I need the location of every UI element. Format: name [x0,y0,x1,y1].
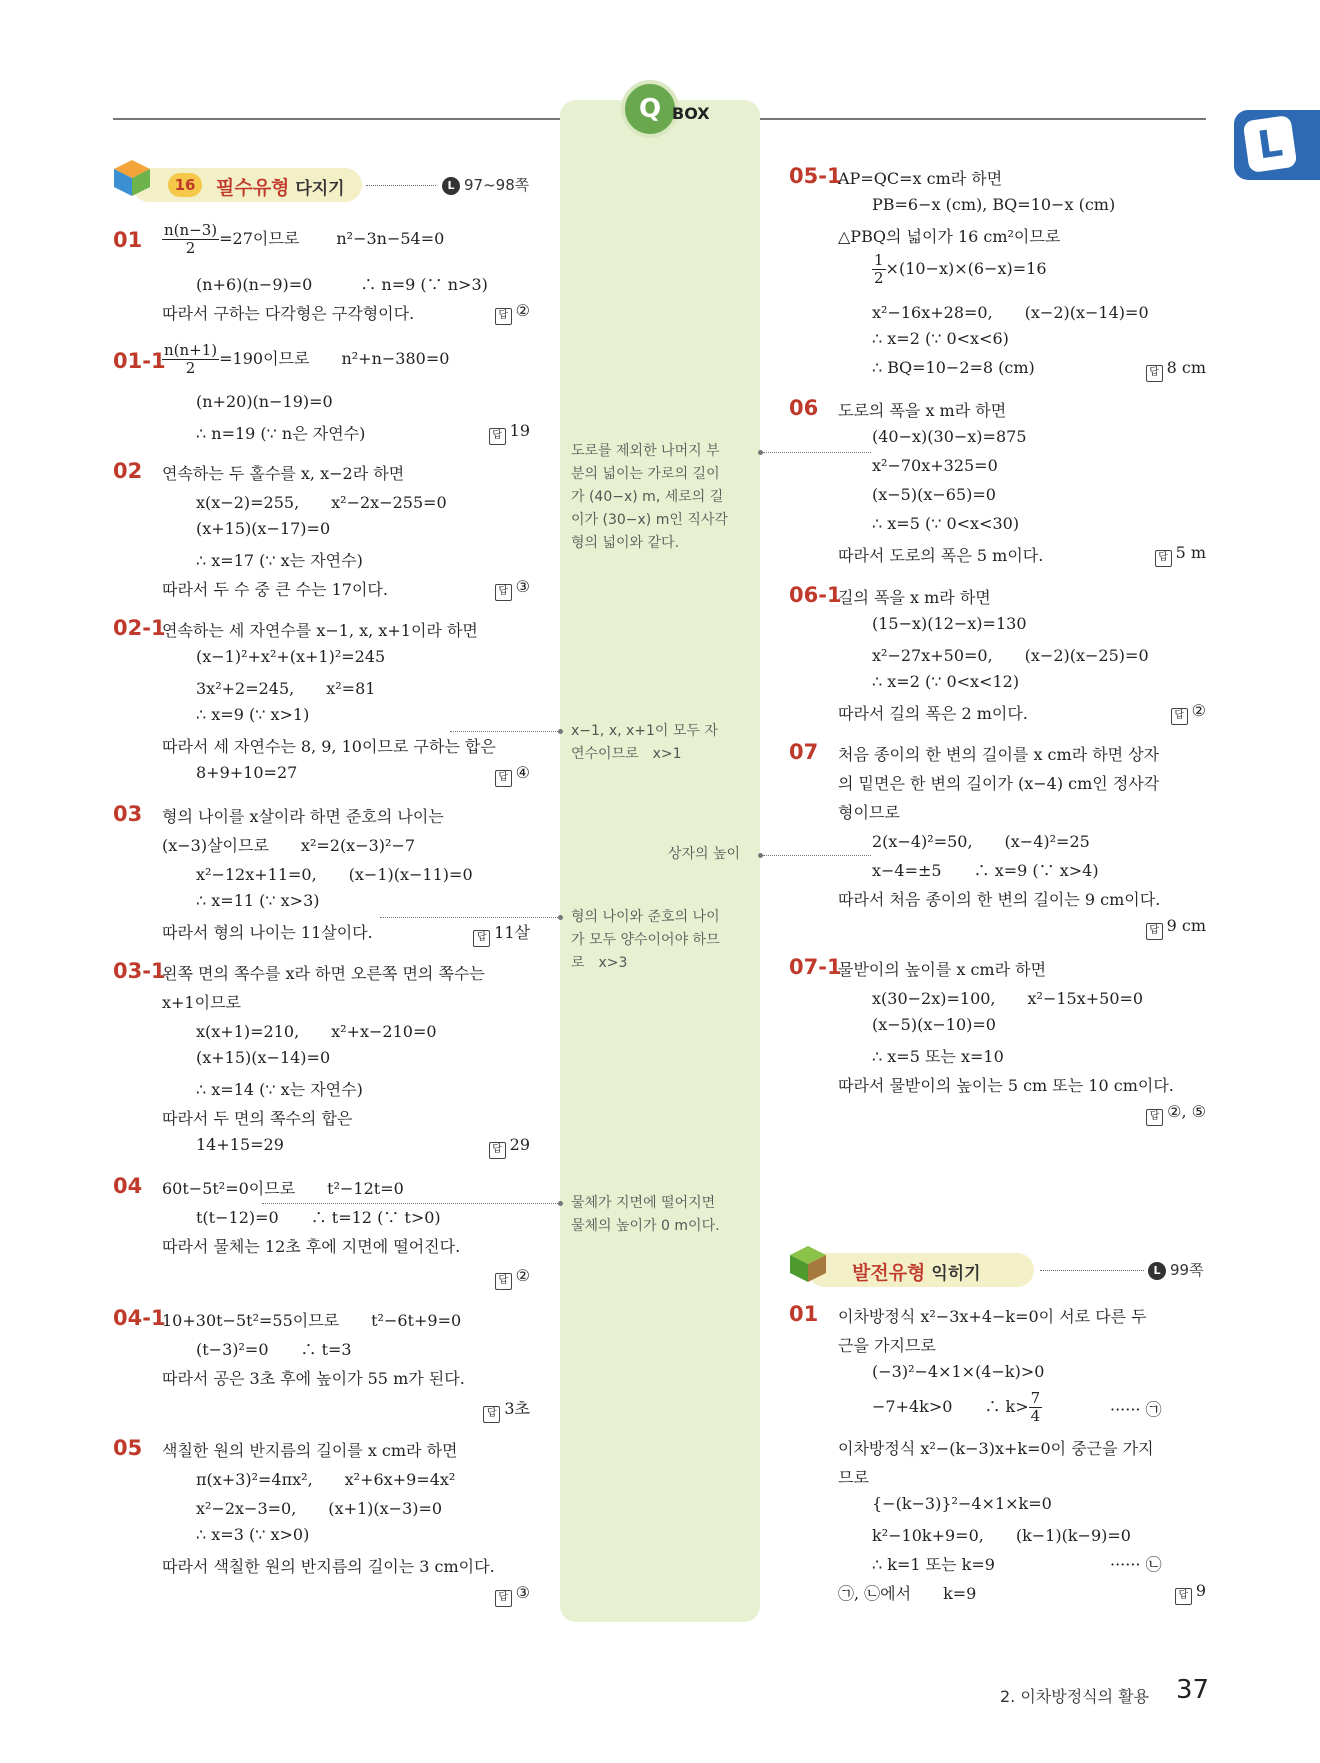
solution-line: 따라서 두 수 중 큰 수는 17이다. [162,580,388,599]
solution-line: 따라서 길의 폭은 2 m이다. [838,704,1028,723]
problem-number: 01 [113,228,143,252]
connector-line [763,452,871,453]
solution-line: 연속하는 두 홀수를 x, x−2라 하면 [162,464,405,483]
solution-line: (15−x)(12−x)=130 [872,614,1027,633]
answer-icon: 답 [483,1406,500,1423]
solution-line: 따라서 물체는 12초 후에 지면에 떨어진다. [162,1237,461,1256]
problem-number: 01-1 [113,349,166,373]
connector-line [380,917,558,918]
answer-badge [1155,543,1206,567]
section-number: 16 [168,173,202,197]
solution-line: (x−1)²+x²+(x+1)²=245 [196,647,386,666]
solution-line: (x+15)(x−17)=0 [196,519,331,538]
answer-value: 9 [1195,1581,1206,1600]
solution-line: ∴ n=19 (∵ n은 자연수) [196,424,366,443]
problem-number: 05 [113,1436,143,1460]
fraction-tail: =190이므로 n²+n−380=0 [219,349,450,368]
answer-badge [1175,1581,1206,1605]
solution-line: ∴ x=5 또는 x=10 [872,1047,1004,1066]
solution-line: 60t−5t²=0이므로 t²−12t=0 [162,1179,404,1198]
answer-icon: 답 [1155,550,1172,567]
answer-badge [1171,701,1206,725]
solution-line: 2(x−4)²=50, (x−4)²=25 [872,832,1090,851]
solution-line: 따라서 처음 종이의 한 변의 길이는 9 cm이다. [838,890,1161,909]
answer-value: ② [515,1266,530,1285]
solution-line [162,222,444,257]
answer-icon: 답 [1146,365,1163,382]
solution-line: (x−3)살이므로 x²=2(x−3)²−7 [162,836,416,855]
solution-line: 따라서 세 자연수는 8, 9, 10이므로 구하는 합은 [162,737,496,756]
problem-number: 07 [789,740,819,764]
answer-badge [1146,358,1206,382]
section-dotline [366,185,436,186]
solution-line: {−(k−3)}²−4×1×k=0 [872,1494,1052,1513]
answer-badge [495,1583,530,1607]
chapter-tab [1234,110,1320,180]
fraction [872,252,886,287]
solution-line: PB=6−x (cm), BQ=10−x (cm) [872,195,1116,214]
solution-line [872,1390,1042,1425]
solution-line: 이차방정식 x²−(k−3)x+k=0이 중근을 가지 [838,1439,1154,1458]
answer-value: 29 [509,1135,530,1154]
solution-line: 처음 종이의 한 변의 길이를 x cm라 하면 상자 [838,745,1160,764]
solution-line: 형의 나이를 x살이라 하면 준호의 나이는 [162,807,444,826]
solution-line: 따라서 구하는 다각형은 구각형이다. [162,304,415,323]
answer-icon: 답 [495,1273,512,1290]
fraction-tail: =27이므로 n²−3n−54=0 [219,229,445,248]
solution-line: ∴ x=3 (∵ x>0) [196,1525,310,1544]
solution-line: t(t−12)=0 ∴ t=12 (∵ t>0) [196,1208,441,1227]
answer-icon: 답 [489,1142,506,1159]
solution-line: ∴ x=2 (∵ 0<x<12) [872,672,1020,691]
solution-line: ∴ x=5 (∵ 0<x<30) [872,514,1020,533]
connector-line [450,731,558,732]
section-dotline [1040,1270,1144,1271]
solution-line: 따라서 형의 나이는 11살이다. [162,923,373,942]
qbox-q-icon: Q [621,80,679,138]
fraction-numerator: n(n−3) [164,221,218,239]
answer-icon: 답 [495,584,512,601]
answer-value: ② [1191,701,1206,720]
section-title [216,173,345,200]
fraction-denominator: 4 [1030,1407,1041,1425]
fraction-numerator: 7 [1030,1389,1041,1407]
problem-number: 03 [113,802,143,826]
solution-line: 14+15=29 [196,1135,284,1154]
answer-badge [473,920,530,947]
solution-line: (−3)²−4×1×(4−k)>0 [872,1362,1045,1381]
cube-icon [112,158,152,198]
solution-line: 따라서 색칠한 원의 반지름의 길이는 3 cm이다. [162,1557,495,1576]
solution-line: 근을 가지므로 [838,1336,936,1355]
answer-value: ④ [515,763,530,782]
solution-line: 형이므로 [838,803,900,822]
section-title-rest: 익히기 [925,1264,981,1284]
solution-line: x²−16x+28=0, (x−2)(x−14)=0 [872,303,1149,322]
answer-value: 9 cm [1166,916,1206,935]
solution-line: 연속하는 세 자연수를 x−1, x, x+1이라 하면 [162,621,478,640]
problem-number: 04 [113,1174,143,1198]
answer-icon: 답 [1171,708,1188,725]
answer-value: 3초 [504,1399,530,1418]
qbox-note: x−1, x, x+1이 모두 자 연수이므로 x>1 [571,723,718,762]
solution-line: ∴ x=11 (∵ x>3) [196,891,320,910]
top-rule-left [113,118,560,120]
answer-value: ②, ⑤ [1167,1102,1206,1121]
problem-number: 05-1 [789,164,842,188]
solution-line [162,342,449,377]
problem-number: 02 [113,459,143,483]
solution-line: x²−2x−3=0, (x+1)(x−3)=0 [196,1499,443,1518]
l-tab-icon: L [1243,115,1298,173]
solution-line: 8+9+10=27 [196,763,298,782]
connector-dot [558,729,563,734]
connector-dot [558,915,563,920]
answer-value: ③ [515,1583,530,1602]
connector-dot [558,1201,563,1206]
qbox-note: 도로를 제외한 나머지 부 분의 넓이는 가로의 길이 가 (40−x) m, 세로의 길 이가 (30−x) m인 직사각 형의 넓이와 같다. [571,443,728,551]
fraction-denominator: 2 [185,239,196,257]
cube-icon [788,1244,828,1284]
answer-value: 8 cm [1166,358,1206,377]
answer-value: ② [515,301,530,320]
answer-badge [495,301,530,325]
answer-icon: 답 [1146,1109,1163,1126]
solution-line: 따라서 물받이의 높이는 5 cm 또는 10 cm이다. [838,1076,1174,1095]
answer-value: 19 [509,421,530,440]
solution-line: (n+20)(n−19)=0 [196,392,333,411]
equation-marker: ······ ㉡ [1110,1555,1162,1574]
qbox-label: BOX [672,104,710,123]
problem-number: 07-1 [789,955,842,979]
fraction [1029,1390,1043,1425]
fraction-numerator: 1 [874,251,884,269]
solution-line: k²−10k+9=0, (k−1)(k−9)=0 [872,1526,1131,1545]
answer-badge [495,763,530,787]
solution-line: x²−12x+11=0, (x−1)(x−11)=0 [196,865,473,884]
solution-line: x(x−2)=255, x²−2x−255=0 [196,493,447,512]
solution-line: x²−70x+325=0 [872,456,998,475]
l-circle-icon: L [442,177,460,195]
solution-line: ∴ x=17 (∵ x는 자연수) [196,551,363,570]
chapter-footer: 2. 이차방정식의 활용 [1000,1687,1150,1706]
problem-number: 06 [789,396,819,420]
solution-line: x−4=±5 ∴ x=9 (∵ x>4) [872,861,1099,880]
solution-line: (x−5)(x−10)=0 [872,1015,996,1034]
problem-number: 06-1 [789,583,842,607]
solution-line: 의 밑면은 한 변의 길이가 (x−4) cm인 정사각 [838,774,1160,793]
qbox-note: 형의 나이와 준호의 나이 가 모두 양수이어야 하므 로 x>3 [571,909,720,971]
answer-badge [483,1396,530,1423]
solution-line: 따라서 두 면의 쪽수의 합은 [162,1109,353,1128]
answer-badge [495,577,530,601]
fraction [162,222,219,257]
answer-icon: 답 [495,308,512,325]
fraction-numerator: n(n+1) [164,341,218,359]
fraction-denominator: 2 [874,269,884,287]
solution-line: AP=QC=x cm라 하면 [838,169,1003,188]
answer-icon: 답 [495,770,512,787]
connector-line [262,1203,558,1204]
answer-icon: 답 [1175,1588,1192,1605]
answer-icon: 답 [473,930,490,947]
section-title [852,1258,981,1285]
solution-line: 10+30t−5t²=55이므로 t²−6t+9=0 [162,1311,462,1330]
problem-number: 04-1 [113,1306,166,1330]
equation-marker: ······ ㉠ [1110,1400,1162,1419]
solution-line: x+1이므로 [162,993,241,1012]
solution-line: ∴ BQ=10−2=8 (cm) [872,358,1035,377]
solution-line: 도로의 폭을 x m라 하면 [838,401,1007,420]
answer-icon: 답 [489,428,506,445]
answer-icon: 답 [495,1590,512,1607]
fraction-tail: ×(10−x)×(6−x)=16 [885,259,1047,278]
l-circle-icon: L [1148,1262,1166,1280]
top-rule-right [760,118,1206,120]
answer-badge [1146,916,1206,940]
qbox-note: 물체가 지면에 떨어지면 물체의 높이가 0 m이다. [571,1195,720,1234]
section-title-main: 필수유형 [216,177,290,199]
solution-line: 따라서 공은 3초 후에 높이가 55 m가 된다. [162,1369,465,1388]
answer-badge [495,1266,530,1290]
solution-line: (x−5)(x−65)=0 [872,485,996,504]
section-title-main: 발전유형 [852,1262,926,1284]
solution-line: ∴ x=9 (∵ x>1) [196,705,310,724]
solution-line: (t−3)²=0 ∴ t=3 [196,1340,352,1359]
section-page-ref [1148,1259,1204,1280]
solution-line [872,252,1047,287]
ref-text: 99쪽 [1170,1261,1204,1279]
answer-value: 5 m [1175,543,1206,562]
solution-line: (x+15)(x−14)=0 [196,1048,331,1067]
page-number: 37 [1176,1675,1210,1705]
solution-line: 길의 폭을 x m라 하면 [838,588,991,607]
solution-line: ∴ k=1 또는 k=9 [872,1555,995,1574]
solution-line: 왼쪽 면의 쪽수를 x라 하면 오른쪽 면의 쪽수는 [162,964,485,983]
solution-line: ∴ x=14 (∵ x는 자연수) [196,1080,363,1099]
solution-line: (n+6)(n−9)=0 ∴ n=9 (∵ n>3) [196,275,488,294]
answer-badge [489,421,530,445]
solution-line: (40−x)(30−x)=875 [872,427,1027,446]
section-page-ref [442,174,529,195]
solution-line: x(30−2x)=100, x²−15x+50=0 [872,989,1144,1008]
answer-value: 11살 [494,923,530,942]
inequality-text: −7+4k>0 ∴ k> [872,1397,1029,1416]
solution-line: x²−27x+50=0, (x−2)(x−25)=0 [872,646,1149,665]
connector-line [763,855,871,856]
ref-text: 97~98쪽 [464,176,530,194]
solution-line: ㉠, ㉡에서 k=9 [838,1584,977,1603]
solution-line: 따라서 도로의 폭은 5 m이다. [838,546,1044,565]
problem-number: 02-1 [113,616,166,640]
solution-line: △PBQ의 넓이가 16 cm²이므로 [838,227,1061,246]
problem-number: 01 [789,1302,819,1326]
answer-icon: 답 [1146,923,1163,940]
solution-line: 므로 [838,1468,869,1487]
solution-line: x(x+1)=210, x²+x−210=0 [196,1022,437,1041]
answer-badge [489,1135,530,1159]
solution-line: 3x²+2=245, x²=81 [196,679,376,698]
answer-value: ③ [515,577,530,596]
section-title-rest: 다지기 [289,179,345,199]
solution-line: 이차방정식 x²−3x+4−k=0이 서로 다른 두 [838,1307,1147,1326]
qbox-note: 상자의 높이 [668,846,741,862]
fraction [162,342,219,377]
answer-badge [1146,1102,1206,1126]
solution-line: ∴ x=2 (∵ 0<x<6) [872,329,1009,348]
solution-line: π(x+3)²=4πx², x²+6x+9=4x² [196,1470,456,1489]
solution-line: 물받이의 높이를 x cm라 하면 [838,960,1047,979]
solution-line: 색칠한 원의 반지름의 길이를 x cm라 하면 [162,1441,458,1460]
fraction-denominator: 2 [185,359,196,377]
problem-number: 03-1 [113,959,166,983]
